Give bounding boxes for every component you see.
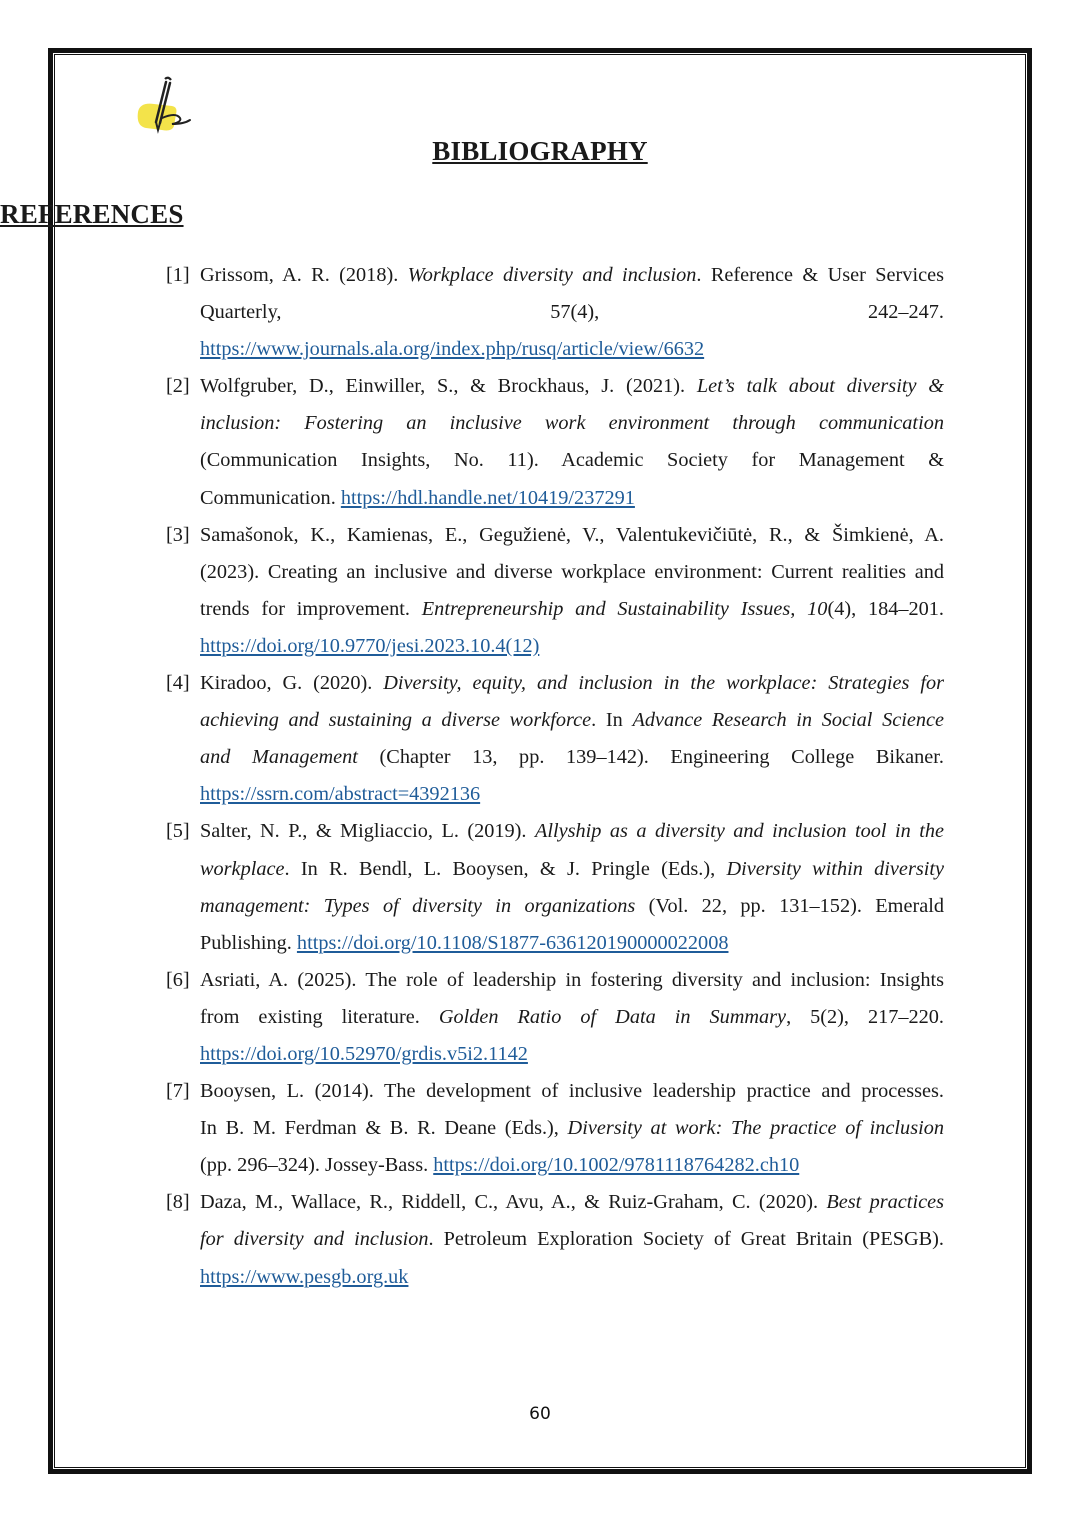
citation-text: In B. M. Ferdman & B. R. Deane (Eds.), bbox=[200, 1117, 568, 1140]
reference-entry bbox=[166, 517, 944, 665]
reference-entry bbox=[166, 257, 944, 368]
doi-link[interactable]: https://www.journals.ala.org/index.php/rusq/article/view/6632 bbox=[200, 338, 705, 361]
italic-title: Diversity, equity, and inclusion in the workplace: Strategies for bbox=[383, 672, 944, 695]
italic-title: workplace bbox=[200, 857, 285, 880]
reference-line bbox=[200, 999, 944, 1036]
reference-number: [6] bbox=[166, 968, 190, 991]
italic-title: and Management bbox=[200, 746, 358, 769]
citation-text: Salter, N. P., & Migliaccio, L. (2019). bbox=[200, 820, 535, 843]
citation-text: (Communication Insights, No. 11). Academic Society for Management & bbox=[200, 449, 944, 472]
reference-line bbox=[200, 628, 944, 665]
italic-title: management: Types of diversity in organizations bbox=[200, 894, 636, 917]
reference-text bbox=[200, 962, 944, 1073]
section-heading: REFERENCES bbox=[0, 199, 184, 229]
citation-text: . Petroleum Exploration Society of Great Britain (PESGB). bbox=[428, 1228, 944, 1251]
reference-line bbox=[200, 665, 944, 702]
citation-text: Publishing. bbox=[200, 931, 297, 954]
reference-text bbox=[200, 665, 944, 813]
reference-line bbox=[200, 591, 944, 628]
doi-link[interactable]: https://www.pesgb.org.uk bbox=[200, 1265, 409, 1288]
reference-line bbox=[200, 925, 944, 962]
reference-line bbox=[200, 776, 944, 813]
citation-text: Daza, M., Wallace, R., Riddell, C., Avu, A., & Ruiz-Graham, C. (2020). bbox=[200, 1191, 827, 1214]
citation-text: , 5(2), 217–220. bbox=[786, 1005, 944, 1028]
reference-line bbox=[200, 257, 944, 294]
citation-text: Samašonok, K., Kamienas, E., Gegužienė, V., Valentukevičiūtė, R., & Šimkienė, A. bbox=[200, 523, 944, 546]
reference-text bbox=[200, 1073, 944, 1184]
citation-text: . In bbox=[591, 709, 633, 732]
reference-line bbox=[200, 1110, 944, 1147]
citation-text: . Reference & User Services bbox=[696, 264, 944, 286]
reference-line bbox=[200, 517, 944, 554]
reference-entry bbox=[166, 665, 944, 813]
reference-text bbox=[200, 1184, 944, 1295]
reference-entry bbox=[166, 368, 944, 516]
italic-title: Diversity at work: The practice of inclusion bbox=[567, 1117, 944, 1140]
pen-writing-icon bbox=[132, 74, 200, 136]
citation-text: . In R. Bendl, L. Booysen, & J. Pringle (Eds.), bbox=[284, 857, 727, 880]
italic-title: inclusion: Fostering an inclusive work environment through communication bbox=[200, 412, 944, 435]
doi-link[interactable]: https://doi.org/10.1108/S1877-636120190000022008 bbox=[296, 931, 729, 954]
doi-link[interactable]: https://doi.org/10.52970/grdis.v5i2.1142 bbox=[200, 1042, 528, 1065]
italic-title: Let’s talk about diversity & bbox=[696, 375, 944, 398]
reference-entry bbox=[166, 962, 944, 1073]
citation-text: from existing literature. bbox=[200, 1005, 439, 1028]
reference-line bbox=[200, 702, 944, 739]
reference-line bbox=[200, 1036, 944, 1073]
reference-text bbox=[200, 517, 944, 665]
page-number: 60 bbox=[529, 1404, 551, 1424]
doi-link[interactable]: https://doi.org/10.1002/9781118764282.ch10 bbox=[433, 1154, 800, 1177]
reference-line bbox=[200, 368, 944, 405]
italic-title: Golden Ratio of Data in Summary bbox=[438, 1005, 787, 1028]
citation-text: trends for improvement. bbox=[200, 597, 422, 620]
citation-text: Grissom, A. R. (2018). bbox=[200, 264, 408, 286]
citation-text: Booysen, L. (2014). The development of inclusive leadership practice and processes. bbox=[200, 1080, 944, 1103]
citation-text: (Chapter 13, pp. 139–142). Engineering College Bikaner. bbox=[357, 746, 945, 769]
reference-number: [2] bbox=[166, 375, 190, 398]
italic-title: Diversity within diversity bbox=[726, 857, 944, 880]
italic-title: achieving and sustaining a diverse workforce bbox=[200, 709, 592, 732]
reference-list bbox=[166, 257, 944, 1296]
reference-line bbox=[200, 1073, 944, 1110]
citation-text: (2023). Creating an inclusive and diverse workplace environment: Current realities and bbox=[200, 560, 944, 583]
reference-line bbox=[200, 1184, 944, 1221]
citation-text: Communication. bbox=[200, 486, 341, 509]
reference-entry bbox=[166, 813, 944, 961]
reference-line bbox=[200, 331, 944, 368]
citation-text: Kiradoo, G. (2020). bbox=[200, 672, 384, 695]
reference-line bbox=[200, 405, 944, 442]
citation-text: Wolfgruber, D., Einwiller, S., & Brockhaus, J. (2021). bbox=[200, 375, 697, 398]
reference-line bbox=[200, 1147, 944, 1184]
citation-text: 242–247. bbox=[867, 301, 944, 324]
reference-text bbox=[200, 813, 944, 961]
doi-link[interactable]: https://doi.org/10.9770/jesi.2023.10.4(12) bbox=[200, 634, 540, 657]
citation-text: (pp. 296–324). Jossey-Bass. bbox=[200, 1154, 434, 1177]
citation-text: 57(4), bbox=[550, 301, 600, 324]
page-title: BIBLIOGRAPHY bbox=[432, 136, 648, 166]
reference-number: [3] bbox=[166, 523, 190, 546]
reference-text bbox=[200, 257, 944, 368]
italic-title: Advance Research in Social Science bbox=[632, 709, 944, 732]
reference-line bbox=[200, 294, 944, 331]
italic-title: for diversity and inclusion bbox=[200, 1228, 429, 1251]
reference-line bbox=[200, 554, 944, 591]
reference-entry bbox=[166, 1073, 944, 1184]
reference-entry bbox=[166, 1184, 944, 1295]
reference-number: [4] bbox=[166, 672, 190, 695]
reference-line bbox=[200, 813, 944, 850]
reference-line bbox=[200, 1221, 944, 1258]
reference-line bbox=[200, 480, 944, 517]
italic-title: Best practices bbox=[826, 1191, 944, 1214]
reference-line bbox=[200, 962, 944, 999]
reference-number: [8] bbox=[166, 1191, 190, 1214]
doi-link[interactable]: https://ssrn.com/abstract=4392136 bbox=[200, 783, 481, 806]
reference-line bbox=[200, 739, 944, 776]
citation-text: (Vol. 22, pp. 131–152). Emerald bbox=[635, 894, 944, 917]
citation-text: Quarterly, bbox=[200, 301, 282, 324]
reference-line bbox=[200, 442, 944, 479]
italic-title: Workplace diversity and inclusion bbox=[407, 264, 697, 286]
reference-number: [7] bbox=[166, 1080, 190, 1103]
citation-text: Asriati, A. (2025). The role of leadership in fostering diversity and inclusion: Insights bbox=[200, 968, 944, 991]
reference-number: [5] bbox=[166, 820, 190, 843]
citation-text: (4), 184–201. bbox=[827, 597, 945, 620]
reference-line bbox=[200, 888, 944, 925]
reference-line bbox=[200, 1259, 944, 1296]
doi-link[interactable]: https://hdl.handle.net/10419/237291 bbox=[340, 486, 635, 509]
reference-text bbox=[200, 368, 944, 516]
reference-number: [1] bbox=[166, 264, 190, 286]
italic-title: Allyship as a diversity and inclusion tool in the bbox=[534, 820, 944, 843]
reference-line bbox=[200, 851, 944, 888]
italic-title: Entrepreneurship and Sustainability Issues, 10 bbox=[421, 597, 828, 620]
